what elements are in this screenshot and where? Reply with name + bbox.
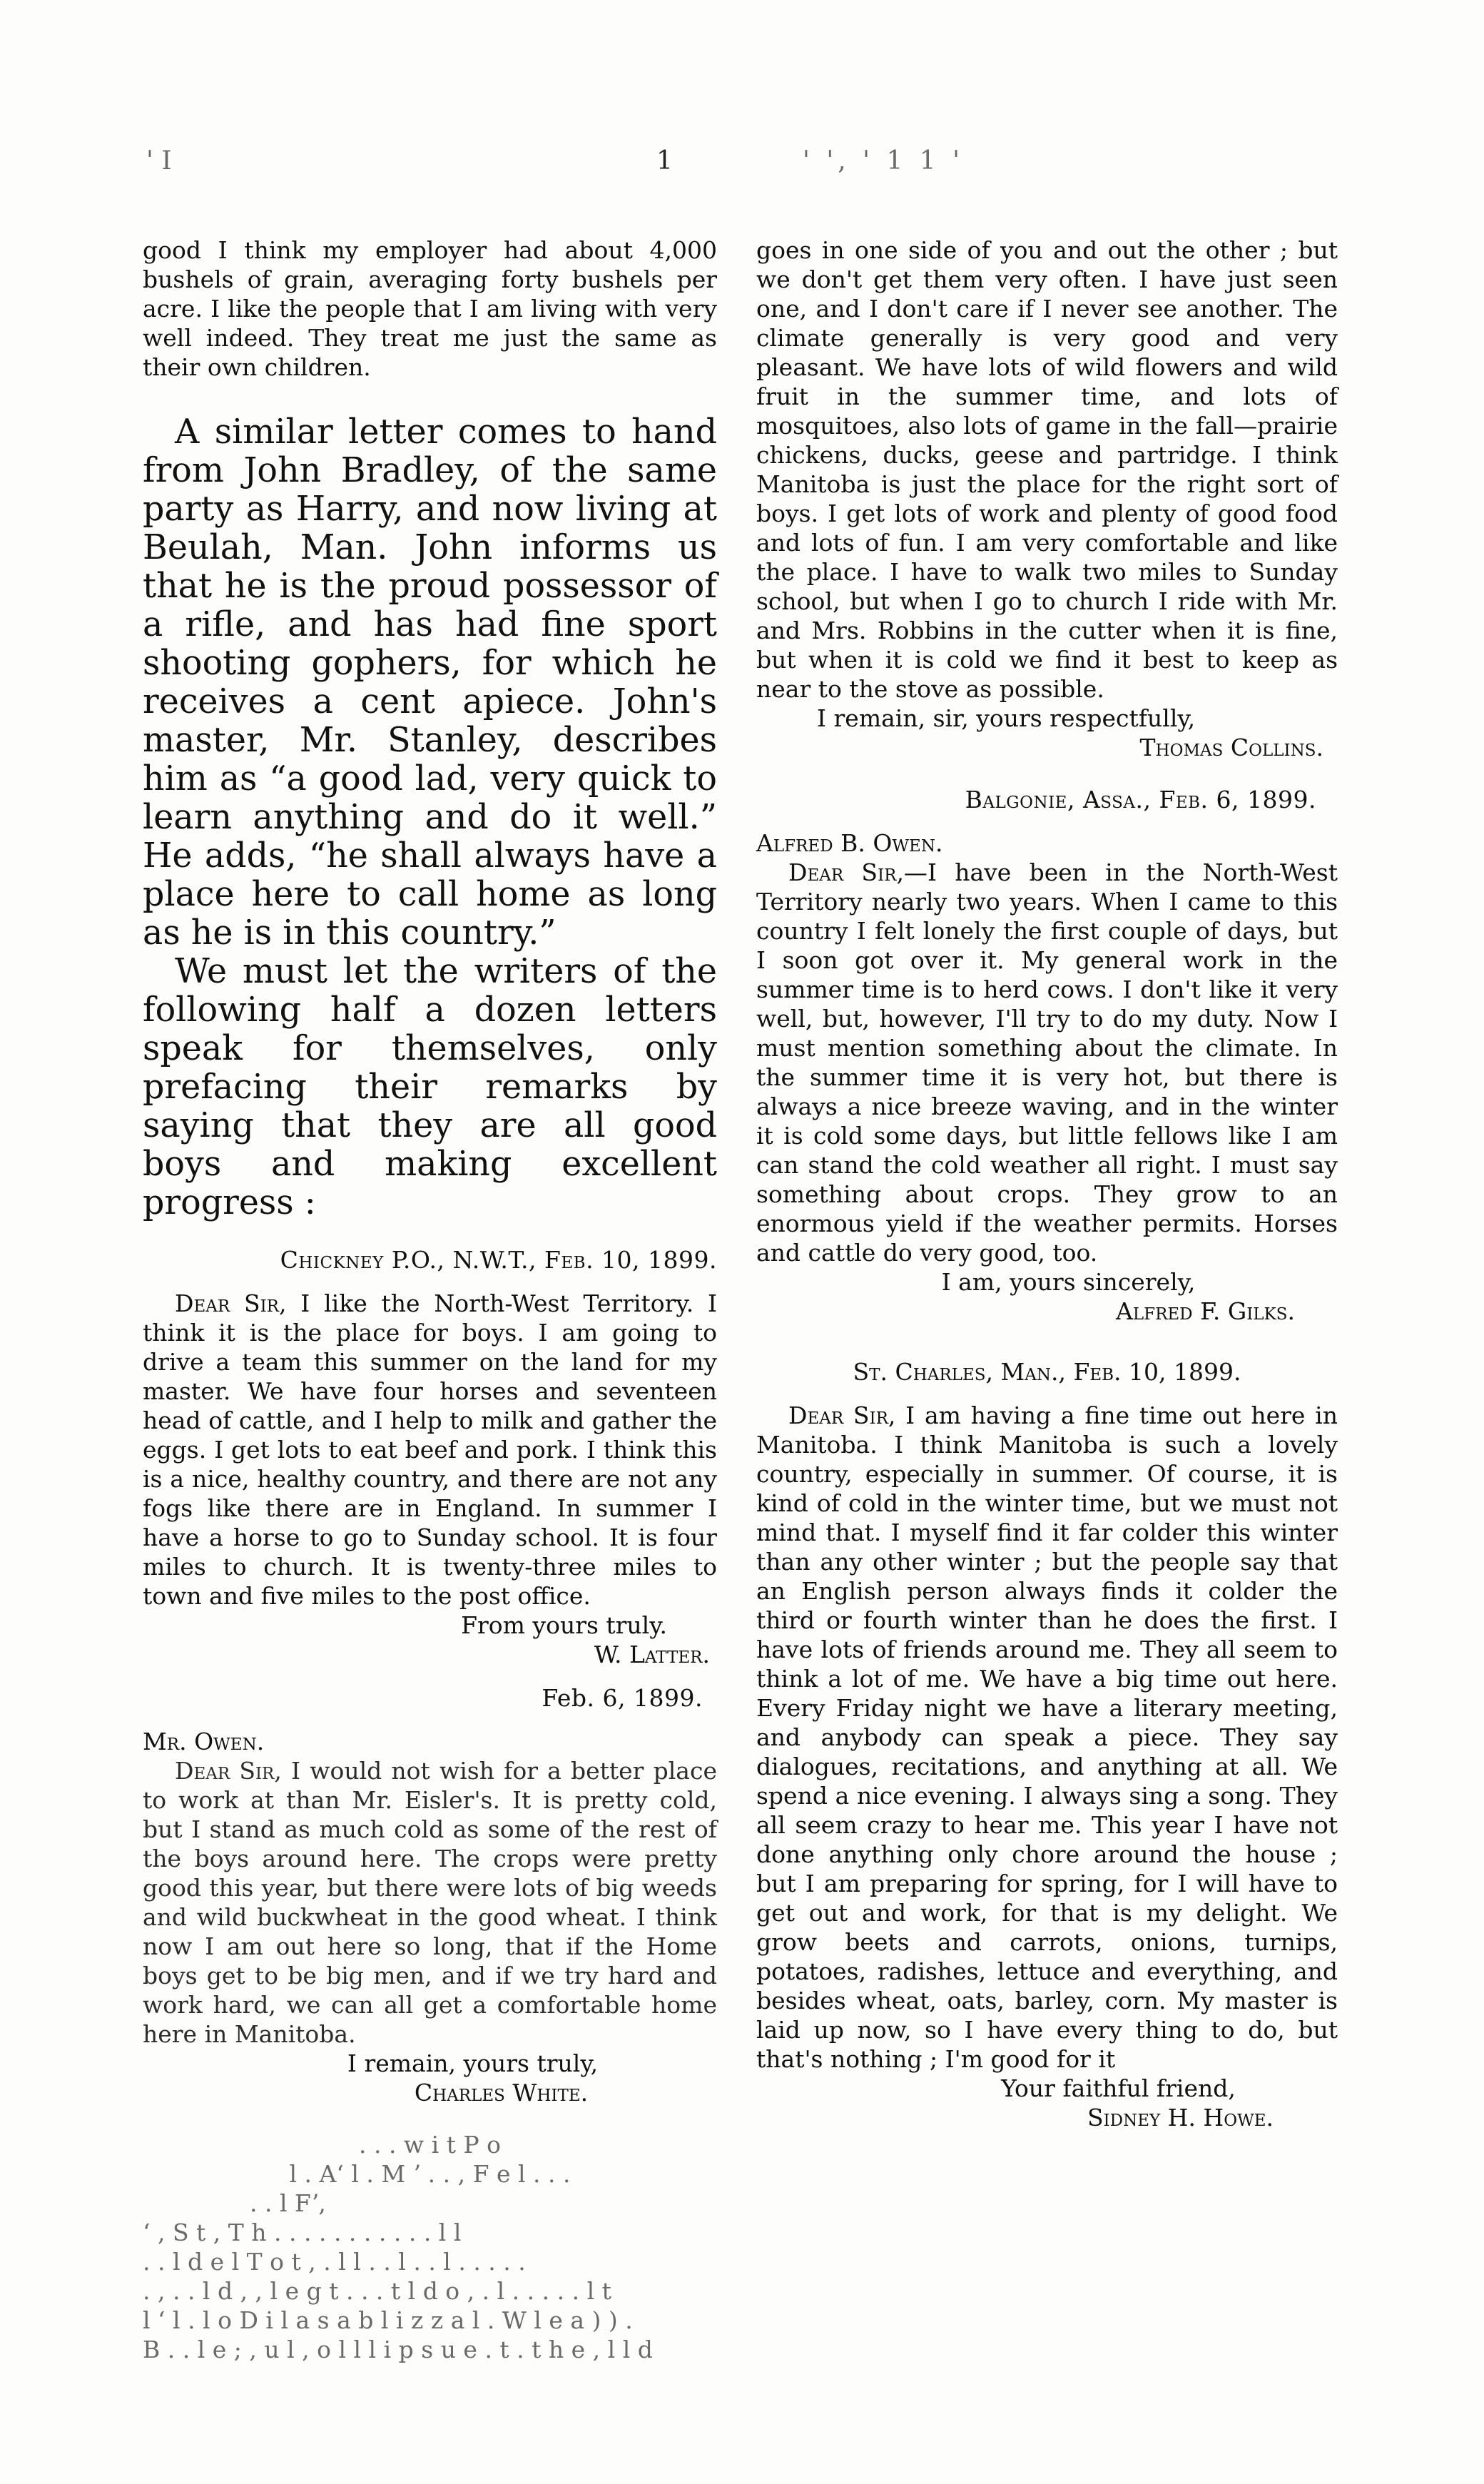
letter-body: [756, 1401, 1338, 2074]
letter-closing: I remain, yours truly,: [347, 2049, 599, 2077]
intro-paragraph-bradley: A similar letter comes to hand from John Bradley, of the same party as Harry, and now living at Beulah, Man. John informs us that he is the proud possessor of a rifle, and has had fine sport shooting gophers, for which he receives a cent apiece. John's master, Mr. Stanley, describes him as “a good lad, very quick to learn anything and do it well.” He adds, “he shall always have a place here to call home as long as he is in this country.”: [143, 412, 717, 953]
letter-fragment-top: good I think my employer had about 4,000 bushels of grain, averaging forty bushels per acre. I like the people that I am living with very well indeed. They treat me just the same as their own children.: [143, 236, 717, 381]
letter-signature: Sidney H. Howe.: [1087, 2104, 1274, 2131]
fragment-line: . . l Fʼ,: [250, 2189, 326, 2217]
letter-signature: W. Latter.: [594, 1641, 710, 1668]
header-left-mark: ' I: [146, 146, 172, 176]
letter-latter: [143, 1245, 717, 1669]
letter-closing: I am, yours sincerely,: [941, 1268, 1196, 1296]
letter-dateline: Balgonie, Assa., Feb. 6, 1899.: [965, 786, 1316, 813]
intro-paragraph-letters: We must let the writers of the following half a dozen letters speak for themselves, only prefacing their remarks by saying that they are all good boys and making excellent progress :: [143, 952, 717, 1222]
letter-white: [143, 1683, 717, 2107]
letter-closing: Your faithful friend,: [1001, 2074, 1236, 2102]
letter-illegible-fragment: [143, 2130, 717, 2364]
letter-salutation: Dear Sir,: [788, 1401, 896, 1429]
fragment-line: . . . w i t P o: [358, 2131, 502, 2159]
letter-text: I have been in the North-West Territory nearly two years. When I came to this country I felt lonely the first couple of days, but I soon got over it. My general work in the summer time is to herd cows. I don't like it very well, but, however, I'll try to do my duty. Now I must mention something about the climate. In the summer time it is very hot, but there is always a nice breeze waving, and in the winter it is cold some days, but little fellows like I am can stand the cold weather all right. I must say something about crops. They grow to an enormous yield if the weather permits. Horses and cattle do very good, too.: [756, 858, 1338, 1267]
letter-salutation: Dear Sir,—: [788, 858, 928, 886]
fragment-line: ʻ , S t , T h . . . . . . . . . . . l l: [143, 2219, 462, 2246]
letter-gilks: [756, 785, 1338, 1326]
page-header: [0, 146, 1484, 182]
letter-closing: From yours truly.: [461, 1611, 667, 1639]
letter-body: [143, 1756, 717, 2049]
letter-addressee: Mr. Owen.: [143, 1728, 265, 1755]
letter-text: I would not wish for a better place to work at than Mr. Eisler's. It is pretty cold, but I stand as much cold as some of the rest of the boys around here. The crops were pretty good this year, but there were lots of big weeds and wild buckwheat in the good wheat. I think now I am out here so long, that if the Home boys get to be big men, and if we try hard and work hard, we can all get a comfortable home here in Manitoba.: [143, 1757, 717, 2048]
letter-signature: Thomas Collins.: [1139, 734, 1323, 761]
fragment-line: . , . . l d , , l e g t . . . t l d o , . l . . . . . l t: [143, 2277, 611, 2305]
letter-dateline: St. Charles, Man., Feb. 10, 1899.: [853, 1358, 1241, 1386]
letter-signature: Charles White.: [414, 2079, 589, 2107]
letter-salutation: Dear Sir,: [175, 1289, 287, 1317]
header-right-mark: ' ', ' 1 1 ': [803, 146, 965, 176]
fragment-line: l . Aʻ l . M ʼ . . , F e l . . .: [289, 2160, 571, 2188]
letter-text: I am having a fine time out here in Manitoba. I think Manitoba is such a lovely country, especially in summer. Of course, it is kind of cold in the winter time, but we must not mind that. I myself find it far colder this winter than any other winter ; but the people say that an English person always finds it colder the third or fourth winter than he does the first. I have lots of friends around me. They all seem to think a lot of me. We have a big time out here. Every Friday night we have a literary meeting, and anybody can speak a piece. They say dialogues, recitations, and anything at all. We spend a nice evening. I always sing a song. They all seem crazy to hear me. This year I have not done anything only chore around the house ; but I am preparing for spring, for I will have to get out and work, for that is my delight. We grow beets and carrots, onions, turnips, potatoes, radishes, lettuce and everything, and besides wheat, oats, barley, corn. My master is laid up now, so I have every thing to do, but that's nothing ; I'm good for it: [756, 1401, 1338, 2073]
letter-continuation: goes in one side of you and out the other ; but we don't get them very often. I have just seen one, and I don't care if I never see another. The climate generally is very good and very pleasant. We have lots of wild flowers and wild fruit in the summer time, and lots of mosquitoes, also lots of game in the fall—prairie chickens, ducks, geese and partridge. I think Manitoba is just the place for the right sort of boys. I get lots of work and plenty of good food and lots of fun. I am very comfortable and like the place. I have to walk two miles to Sunday school, but when I go to church I ride with Mr. and Mrs. Robbins in the cutter when it is fine, but when it is cold we find it best to keep as near to the stove as possible.: [756, 236, 1338, 703]
letter-closing: I remain, sir, yours respectfully,: [817, 704, 1196, 732]
fragment-line: . . l d e l T o t , . l l . . l . . l . . . . .: [143, 2248, 526, 2276]
letter-text: I like the North-West Territory. I think it is the place for boys. I am going to drive a team this summer on the land for my master. We have four horses and seventeen head of cattle, and I help to milk and gather the eggs. I get lots to eat beef and pork. I think this is a nice, healthy country, and there are not any fogs like there are in England. In summer I have a horse to go to Sunday school. It is four miles to church. It is twenty-three miles to town and five miles to the post office.: [143, 1289, 718, 1610]
letter-body: [143, 1289, 717, 1611]
letter-body: [756, 858, 1338, 1267]
letter-signature: Alfred F. Gilks.: [1116, 1297, 1295, 1325]
page-number: 1: [656, 146, 673, 176]
right-column: [756, 235, 1338, 2132]
fragment-line: l ʻ l . l o D i l a s a b l i z z a l . W l e a ) ) .: [143, 2306, 633, 2334]
letter-addressee: Alfred B. Owen.: [756, 829, 943, 857]
letter-salutation: Dear Sir,: [175, 1757, 282, 1785]
letter-dateline: Feb. 6, 1899.: [542, 1684, 703, 1712]
left-column: [143, 235, 717, 2364]
letter-dateline: Chickney P.O., N.W.T., Feb. 10, 1899.: [280, 1246, 717, 1274]
fragment-line: B . . l e ; , u l , o l l l i p s u e . t . t h e , l l d: [143, 2336, 653, 2363]
letter-howe: [756, 1357, 1338, 2132]
